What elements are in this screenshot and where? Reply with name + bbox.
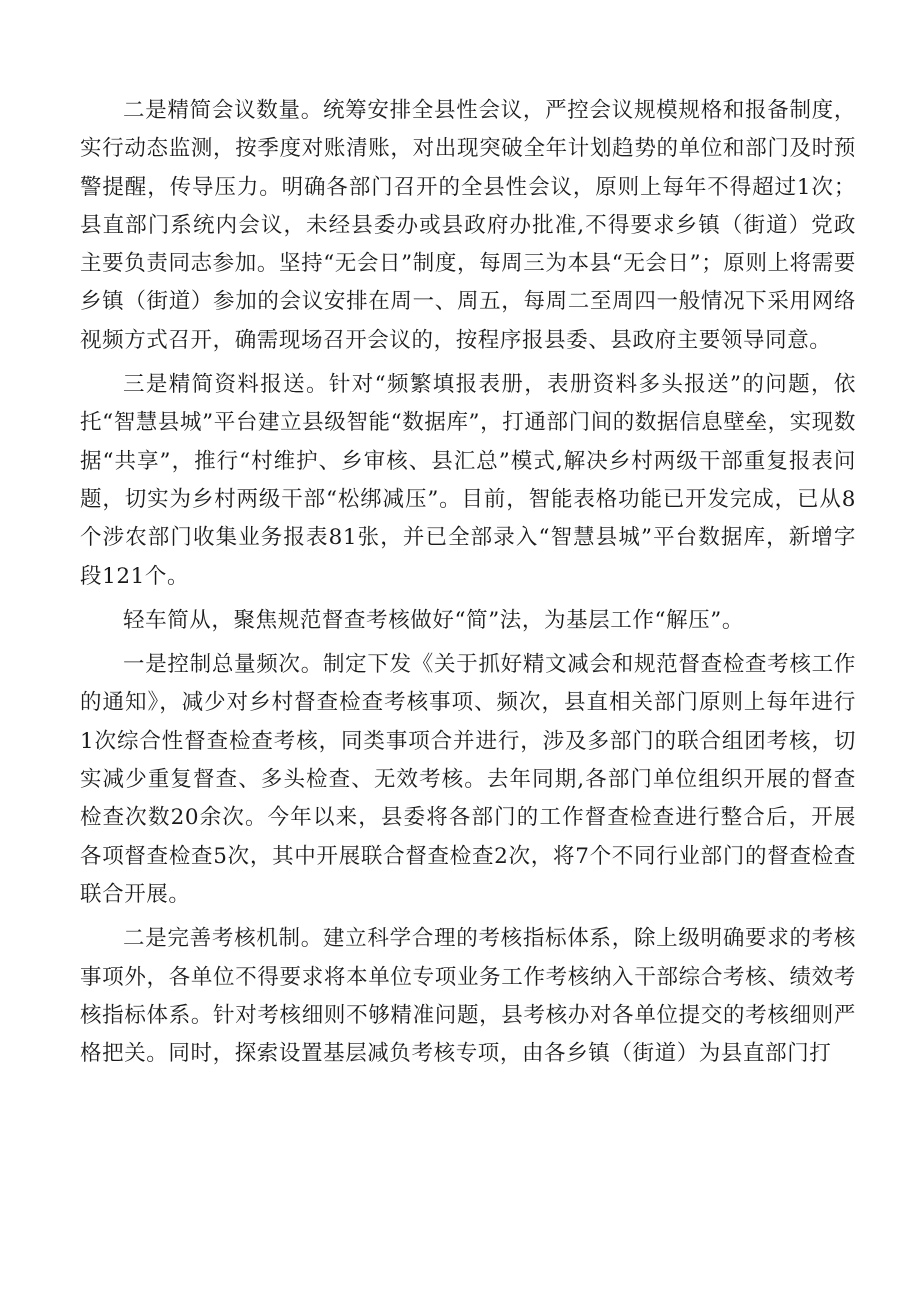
paragraph-inspection-heading: 轻车简从，聚焦规范督查考核做好“简”法，为基层工作“解压”。 [123, 607, 744, 633]
paragraph-control-frequency: 一是控制总量频次。制定下发《关于抓好精文减会和规范督查检查考核工作的通知》，减少对乡村督查检查考核事项、频次，县直相关部门原则上每年进行1次综合性督查检查考核，同类事项合并进行，涉及多部门的联合组团考核，切实减少重复督查、多头检查、无效考核。去年同期,各部门单位组织开展的督查检查次数20余次。今年以来，县委将各部门的工作督查检查进行整合后，开展各项督查检查5次，其中开展联合督查检查2次，将7个不同行业部门的督查检查联合开展。 [80, 652, 856, 907]
paragraph-meeting-reduction: 二是精简会议数量。统筹安排全县性会议，严控会议规模规格和报备制度，实行动态监测，按季度对账清账，对出现突破全年计划趋势的单位和部门及时预警提醒，传导压力。明确各部门召开的全县性会议，原则上每年不得超过1次；县直部门系统内会议，未经县委办或县政府办批准,不得要求乡镇（街道）党政主要负责同志参加。坚持“无会日”制度，每周三为本县“无会日”；原则上将需要乡镇（街道）参加的会议安排在周一、周五，每周二至周四一般情况下采用网络视频方式召开，确需现场召开会议的，按程序报县委、县政府主要领导同意。 [80, 98, 856, 353]
paragraph-report-reduction: 三是精简资料报送。针对“频繁填报表册，表册资料多头报送”的问题，依托“智慧县城”平台建立县级智能“数据库”，打通部门间的数据信息壁垒，实现数据“共享”，推行“村维护、乡审核、县汇总”模式,解决乡村两级干部重复报表问题，切实为乡村两级干部“松绑减压”。目前，智能表格功能已开发完成，已从8个涉农部门收集业务报表81张，并已全部录入“智慧县城”平台数据库，新增字段121个。 [80, 372, 856, 589]
document-body [80, 92, 856, 1073]
paragraph-assessment-mechanism: 二是完善考核机制。建立科学合理的考核指标体系，除上级明确要求的考核事项外，各单位不得要求将本单位专项业务工作考核纳入干部综合考核、绩效考核指标体系。针对考核细则不够精准问题，县考核办对各单位提交的考核细则严格把关。同时，探索设置基层减负考核专项，由各乡镇（街道）为县直部门打 [80, 926, 856, 1067]
